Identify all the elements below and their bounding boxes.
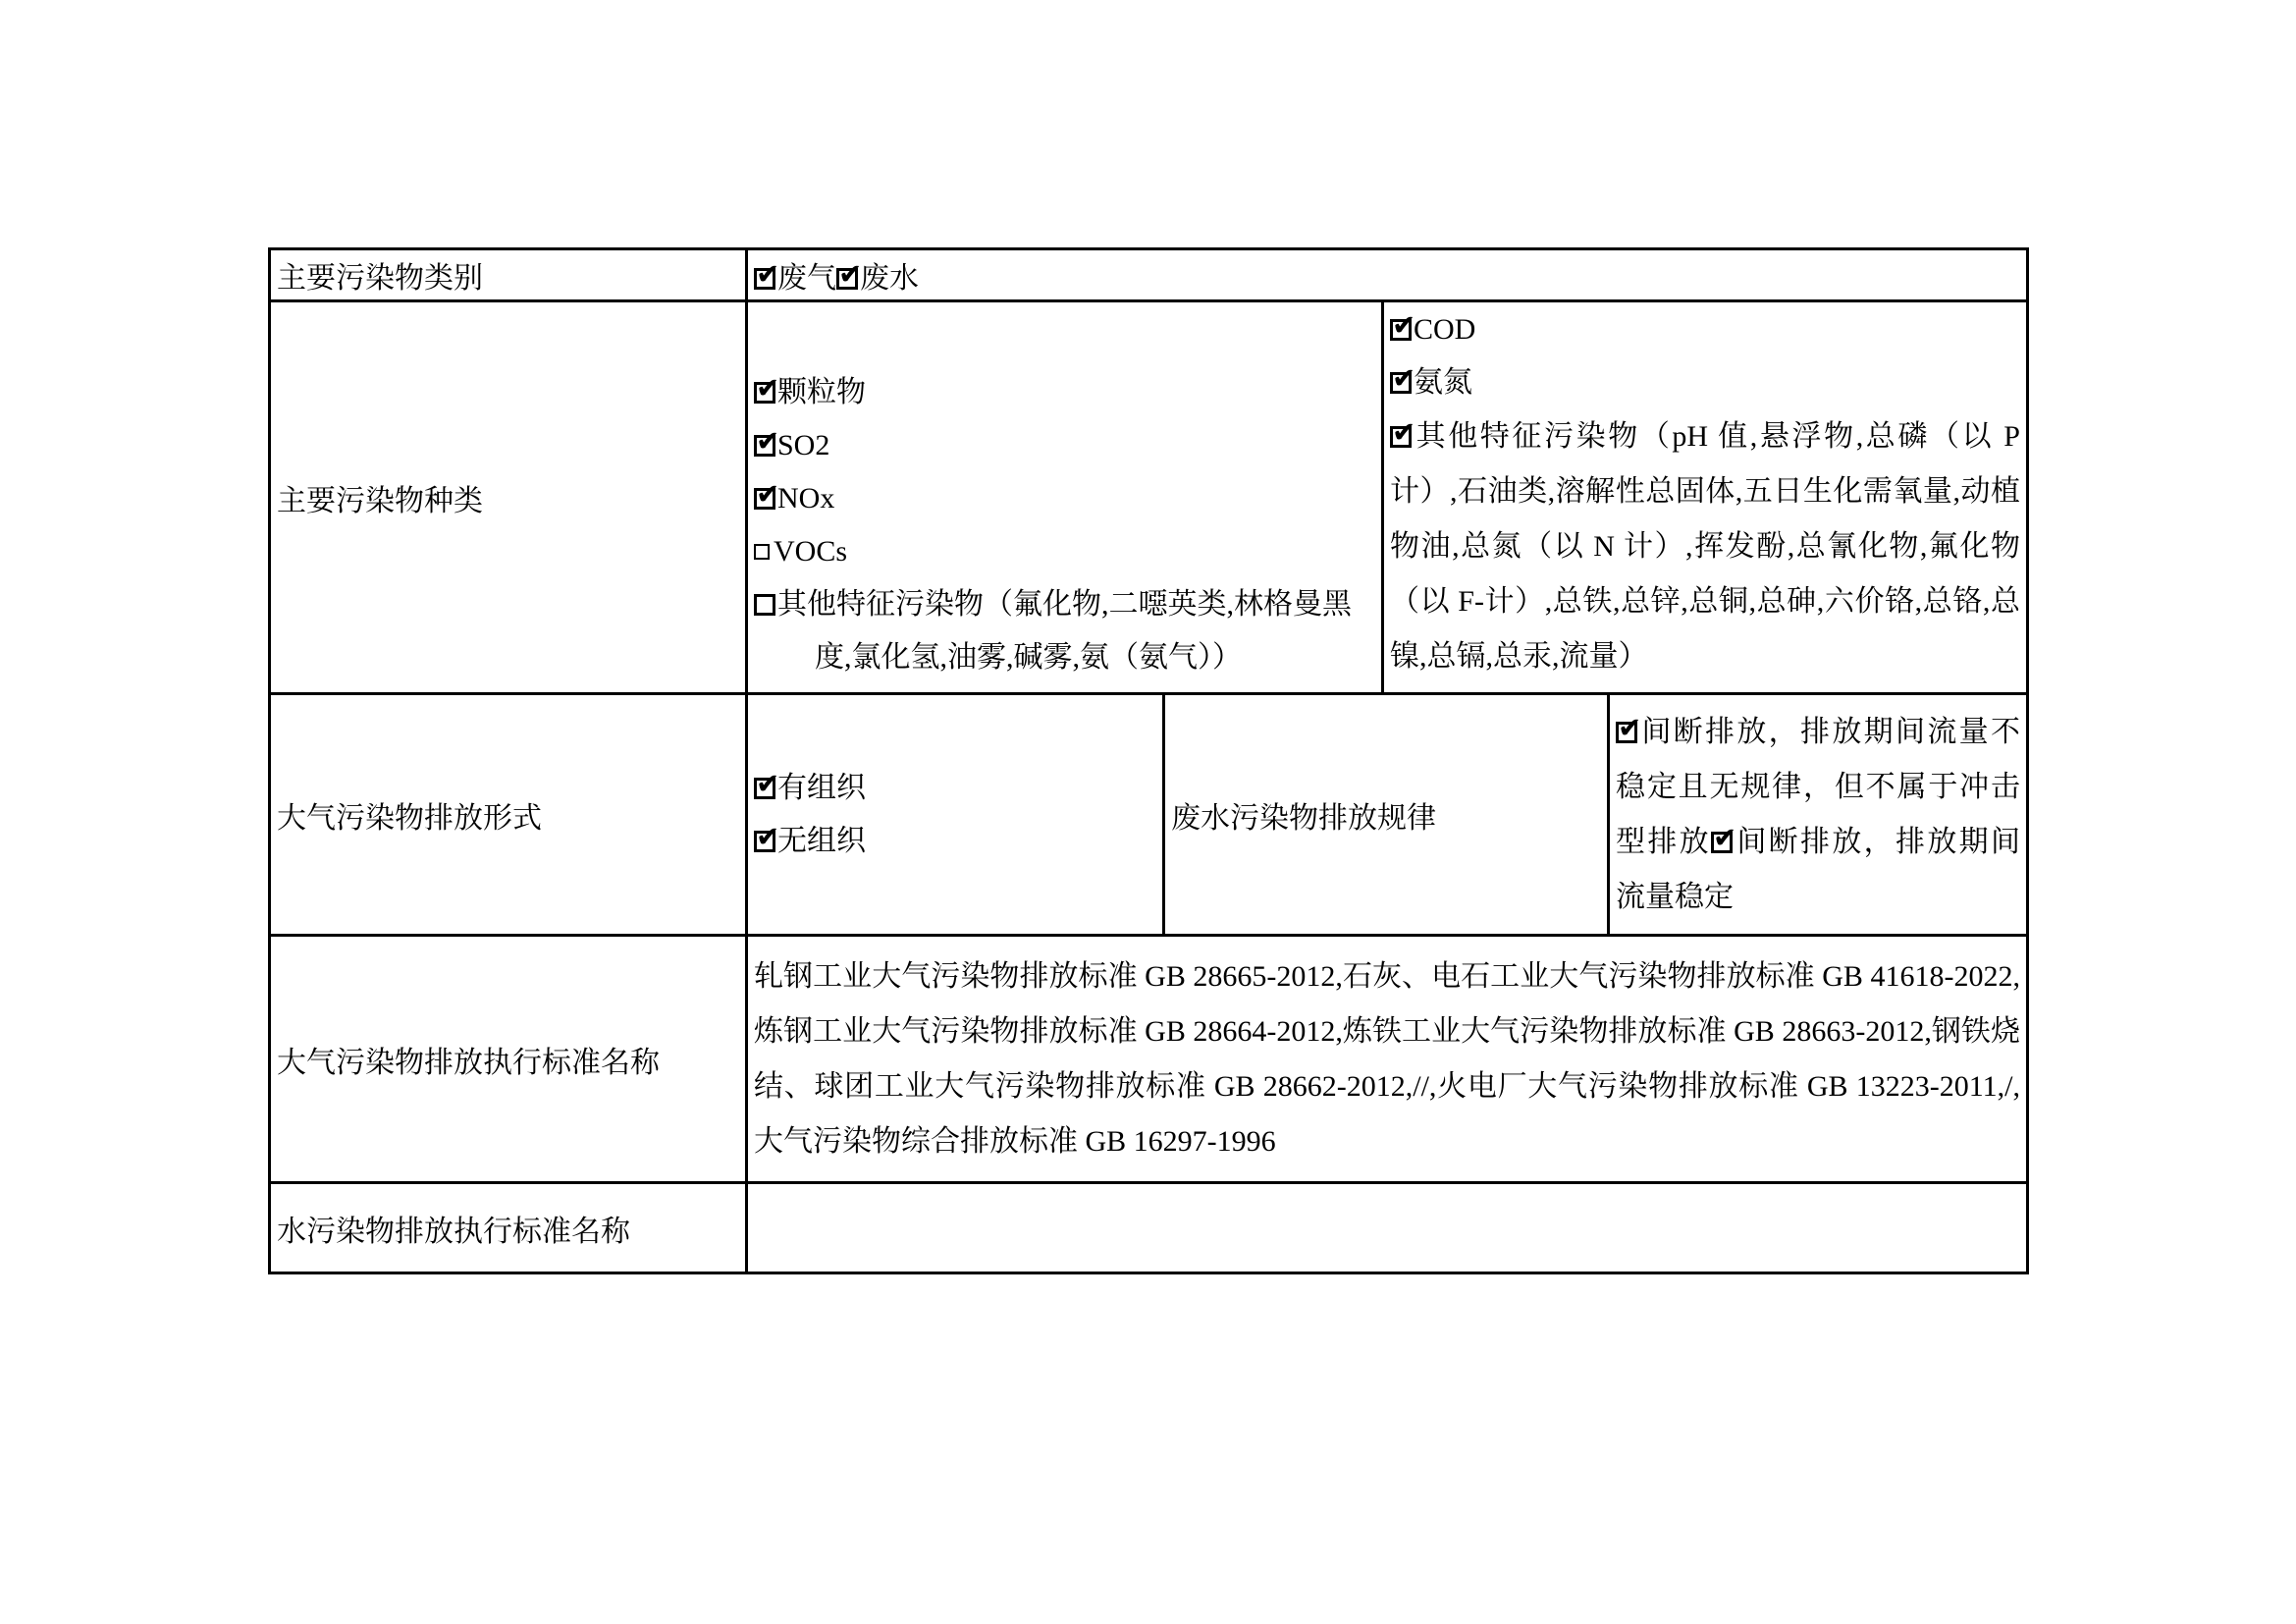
water-rule-value-cell [1607, 695, 2026, 934]
nox-checkbox-icon[interactable] [754, 488, 775, 510]
water-standard-label: 水污染物排放执行标准名称 [277, 1215, 630, 1248]
ammonia-checkbox-icon[interactable] [1390, 372, 1412, 394]
nox-label: NOx [777, 482, 835, 514]
particulate-checkbox-icon[interactable] [754, 382, 775, 404]
water-rule-label: 废水污染物排放规律 [1171, 801, 1436, 835]
water-item-cod [1390, 303, 2020, 356]
so2-label: SO2 [777, 429, 830, 461]
so2-checkbox-icon[interactable] [754, 435, 775, 457]
vocs-checkbox-icon[interactable] [754, 544, 770, 560]
waste-water-label: 废水 [860, 262, 919, 295]
waste-water-item [836, 253, 919, 297]
gas-item-nox [754, 472, 1375, 525]
water-rule-items [1616, 705, 2020, 925]
intermittent-unstable-checkbox-icon[interactable] [1616, 722, 1637, 743]
water-pollutant-types-cell [1381, 302, 2026, 692]
unorganized-label: 无组织 [777, 824, 866, 857]
intermittent-unstable-label: 间断排放，排放期间流量不稳定且无规律，但不属于冲击型排放 [1616, 715, 2020, 858]
gas-other-label: 其他特征污染物（氟化物,二噁英类,林格曼黑度,氯化氢,油雾,碱雾,氨（氨气）） [777, 588, 1352, 674]
water-standard-label-cell [271, 1184, 745, 1272]
pollutant-category-label-cell [271, 250, 745, 299]
vocs-label: VOCs [774, 535, 848, 568]
row-water-standard [271, 1181, 2026, 1272]
intermittent-stable-checkbox-icon[interactable] [1711, 832, 1733, 853]
water-standard-value-cell [745, 1184, 2026, 1272]
organized-label: 有组织 [777, 771, 866, 804]
cod-label: COD [1414, 313, 1476, 346]
row-air-standard [271, 934, 2026, 1181]
waste-gas-label: 废气 [777, 262, 836, 295]
unorganized-checkbox-icon[interactable] [754, 831, 775, 852]
pollutant-types-label: 主要污染物种类 [277, 484, 483, 517]
air-emission-form-value-cell [745, 695, 1162, 934]
row-emission-form [271, 692, 2026, 934]
water-other-label: 其他特征污染物（pH 值,悬浮物,总磷（以 P 计）,石油类,溶解性总固体,五日生化需氧量,动植物油,总氮（以 N 计）,挥发酚,总氰化物,氟化物（以 F-计）,总铁,总锌,总铜,总砷,六价铬,总铬,总镍,总镉,总汞,流量） [1390, 420, 2020, 673]
gas-item-particulate [754, 366, 1375, 419]
gas-item-vocs [754, 525, 1375, 578]
waste-gas-item [754, 253, 836, 297]
intermittent-stable-label: 间断排放，排放期间流量稳定 [1616, 825, 2020, 913]
air-emission-form-label-cell [271, 695, 745, 934]
gas-item-so2 [754, 419, 1375, 472]
cod-checkbox-icon[interactable] [1390, 319, 1412, 341]
ammonia-label: 氨氮 [1414, 366, 1472, 399]
air-standard-value-cell [745, 937, 2026, 1181]
unorganized-emission-item [754, 815, 1156, 868]
water-item-ammonia [1390, 356, 2020, 409]
pollutant-info-table [268, 247, 2029, 1274]
row-pollutant-types [271, 299, 2026, 692]
water-item-other [1390, 409, 2020, 684]
row-pollutant-category [271, 250, 2026, 299]
air-standard-text: 轧钢工业大气污染物排放标准 GB 28665-2012,石灰、电石工业大气污染物排放标准 GB 41618-2022,炼钢工业大气污染物排放标准 GB 28664-2012,炼铁工业大气污染物排放标准 GB 28663-2012,钢铁烧结、球团工业大气污染物排放标准 GB 28662-2012,//,火电厂大气污染物排放标准 GB 13223-2011,/,大气污染物综合排放标准 GB 16297-1996 [754, 959, 2020, 1158]
water-other-checkbox-icon[interactable] [1390, 426, 1412, 448]
air-emission-form-label: 大气污染物排放形式 [277, 801, 542, 835]
gas-pollutant-types-cell [745, 302, 1381, 692]
air-standard-label: 大气污染物排放执行标准名称 [277, 1046, 660, 1079]
pollutant-types-label-cell [271, 302, 745, 692]
organized-checkbox-icon[interactable] [754, 778, 775, 799]
waste-gas-checkbox-icon[interactable] [754, 268, 775, 290]
water-rule-label-cell [1162, 695, 1607, 934]
waste-water-checkbox-icon[interactable] [836, 268, 858, 290]
air-standard-label-cell [271, 937, 745, 1181]
particulate-label: 颗粒物 [777, 376, 866, 408]
gas-other-checkbox-icon[interactable] [754, 594, 775, 616]
organized-emission-item [754, 762, 1156, 815]
gas-item-other [754, 578, 1375, 684]
pollutant-category-label: 主要污染物类别 [277, 262, 483, 295]
pollutant-category-value-cell [745, 250, 2026, 299]
